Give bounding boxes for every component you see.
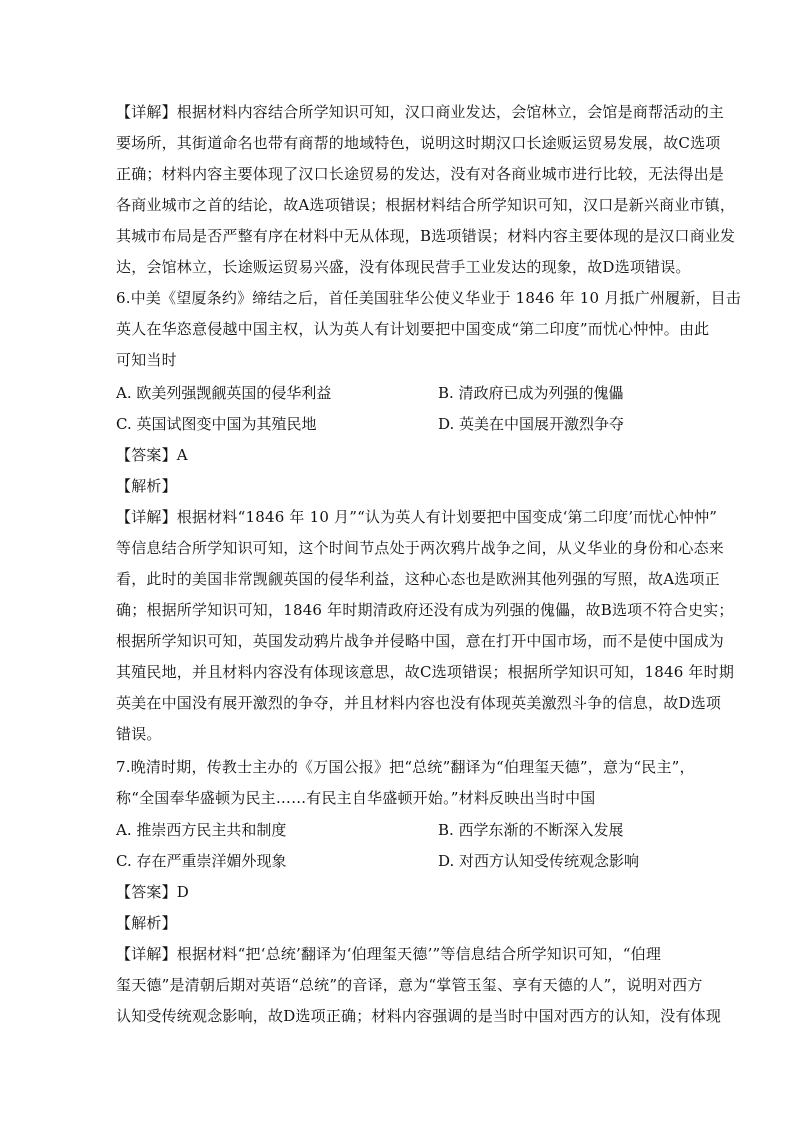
q5-explanation-line: 正确；材料内容主要体现了汉口长途贸易的发达，没有对各商业城市进行比较，无法得出是 (116, 165, 725, 183)
q7-stem-line: 称“全国奉华盛顿为民主……有民主自华盛顿开始。”材料反映出当时中国 (116, 789, 596, 807)
q6-answer: 【答案】A (116, 446, 188, 464)
q7-stem-line: 7.晚清时期，传教士主办的《万国公报》把“总统”翻译为“伯理玺天德”，意为“民主”， (116, 758, 695, 776)
q5-explanation-line: 各商业城市之首的结论，故A选项错误；根据材料结合所学知识可知，汉口是新兴商业市镇， (116, 196, 736, 214)
q7-explanation-line: 【详解】根据材料“把‘总统’翻译为‘伯理玺天德’”等信息结合所学知识可知，“伯理 (116, 945, 662, 963)
q5-explanation-line: 达，会馆林立，长途贩运贸易兴盛，没有体现民营手工业发达的现象，故D选项错误。 (116, 258, 691, 276)
q6-explanation-line: 其殖民地，并且材料内容没有体现该意思，故C选项错误；根据所学知识可知，1846 年时期 (116, 663, 735, 681)
q6-explanation-line: 看，此时的美国非常觊觎英国的侵华利益，这种心态也是欧洲其他列强的写照，故A选项正 (116, 570, 720, 588)
q7-option-b: B. 西学东渐的不断深入发展 (438, 821, 624, 839)
q6-stem-line: 英人在华恣意侵越中国主权，认为英人有计划要把中国变成“第二印度”而忧心忡忡。由此 (116, 320, 710, 338)
q7-explanation-line: 玺天德”是清朝后期对英语“总统”的音译，意为“掌管玉玺、享有天德的人”，说明对西方 (116, 976, 703, 994)
q7-option-d: D. 对西方认知受传统观念影响 (438, 852, 640, 870)
q7-analysis-label: 【解析】 (116, 914, 177, 932)
q6-analysis-label: 【解析】 (116, 477, 177, 495)
q6-explanation-line: 根据所学知识可知，英国发动鸦片战争并侵略中国，意在打开中国市场，而不是使中国成为 (116, 632, 725, 650)
q6-stem-line: 6.中美《望厦条约》缔结之后，首任美国驻华公使义华业于 1846 年 10 月抵广州履新，目击 (116, 289, 742, 307)
q6-explanation-line: 【详解】根据材料“1846 年 10 月”“认为英人有计划要把中国变成‘第二印度’而忧心忡忡” (116, 508, 718, 526)
q6-explanation-line: 等信息结合所学知识可知，这个时间节点处于两次鸦片战争之间，从义华业的身份和心态来 (116, 539, 725, 557)
q6-explanation-line: 错误。 (116, 725, 162, 743)
q5-explanation-line: 要场所，其街道命名也带有商帮的地域特色，说明这时期汉口长途贩运贸易发展，故C选项 (116, 134, 721, 152)
q6-explanation-line: 英美在中国没有展开激烈的争夺，并且材料内容也没有体现英美激烈斗争的信息，故D选项 (116, 694, 722, 712)
q6-option-c: C. 英国试图变中国为其殖民地 (116, 415, 317, 433)
q7-answer: 【答案】D (116, 883, 190, 901)
q6-option-a: A. 欧美列强觊觎英国的侵华利益 (116, 384, 332, 402)
q6-option-d: D. 英美在中国展开激烈争夺 (438, 415, 625, 433)
q7-option-c: C. 存在严重崇洋媚外现象 (116, 852, 287, 870)
q6-option-b: B. 清政府已成为列强的傀儡 (438, 384, 624, 402)
q7-option-a: A. 推崇西方民主共和制度 (116, 821, 287, 839)
q5-explanation-line: 其城市布局是否严整有序在材料中无从体现，B选项错误；材料内容主要体现的是汉口商业发 (116, 227, 736, 245)
q6-stem-line: 可知当时 (116, 351, 177, 369)
q5-explanation-line: 【详解】根据材料内容结合所学知识可知，汉口商业发达，会馆林立，会馆是商帮活动的主 (116, 103, 725, 121)
q6-explanation-line: 确；根据所学知识可知，1846 年时期清政府还没有成为列强的傀儡，故B选项不符合史实； (116, 601, 734, 619)
q7-explanation-line: 认知受传统观念影响，故D选项正确；材料内容强调的是当时中国对西方的认知，没有体现 (116, 1007, 722, 1025)
